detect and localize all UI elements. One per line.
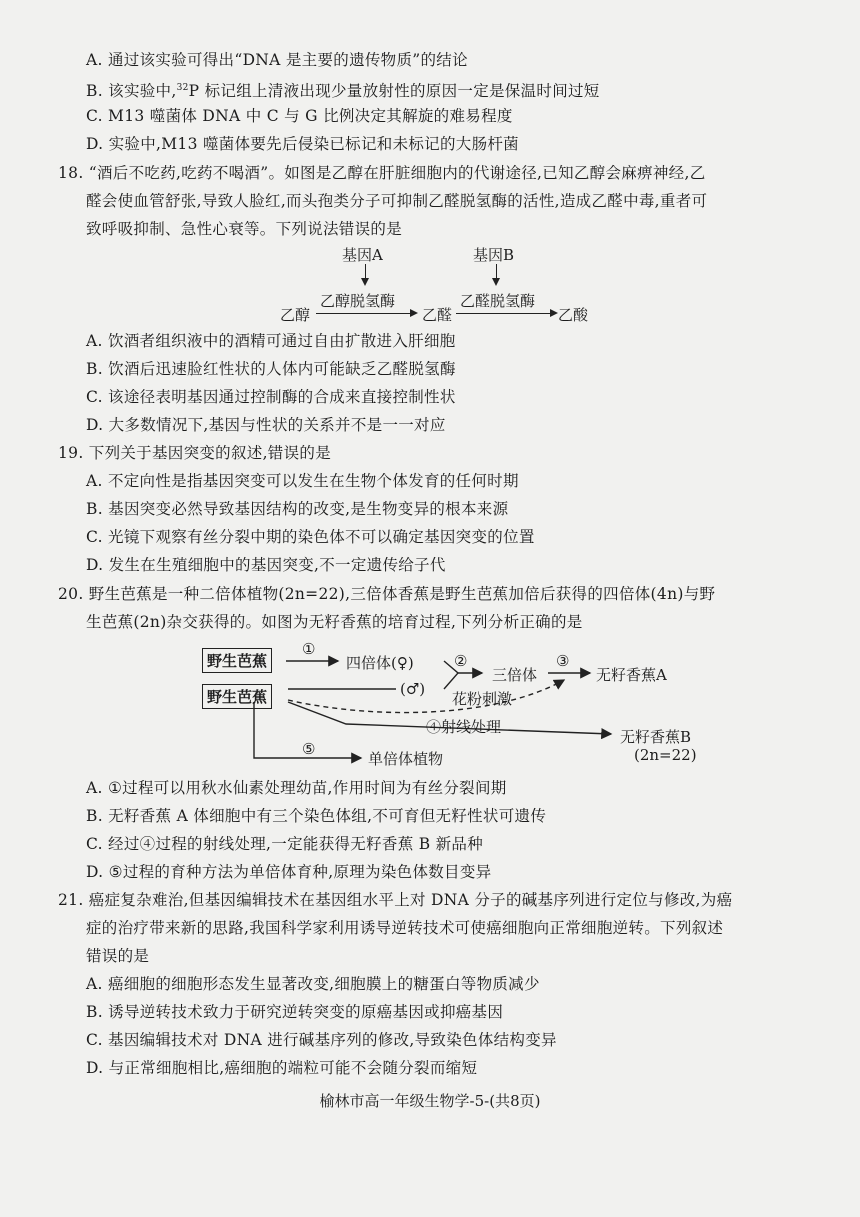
q20-option-a: A. ①过程可以用秋水仙素处理幼苗,作用时间为有丝分裂间期 [86,779,507,797]
step-3-label: ③ [556,652,570,670]
q17-option-b-post: P 标记组上清液出现少量放射性的原因一定是保温时间过短 [188,82,600,101]
step-2-label: ② [454,652,468,670]
ethanol-label: 乙醇 [280,306,311,324]
q20-option-b: B. 无籽香蕉 A 体细胞中有三个染色体组,不可育但无籽性状可遗传 [86,807,547,825]
pollen-stimulation-label: 花粉刺激 [452,690,513,708]
acetaldehyde-label: 乙醛 [422,306,453,324]
q17-option-b [86,78,600,101]
q21-stem-line-1: 21. 癌症复杂难治,但基因编辑技术在基因组水平上对 DNA 分子的碱基序列进行定位与修改,为癌 [58,891,733,909]
q18-stem-line-2: 醛会使血管舒张,导致人脸红,而头孢类分子可抑制乙醛脱氢酶的活性,造成乙醛中毒,重者可 [86,192,708,210]
seedless-banana-b-note: (2n=22) [634,746,697,764]
q21-option-c: C. 基因编辑技术对 DNA 进行碱基序列的修改,导致染色体结构变异 [86,1031,557,1049]
seedless-banana-b-label: 无籽香蕉B [620,728,692,746]
q21-option-b: B. 诱导逆转技术致力于研究逆转突变的原癌基因或抑癌基因 [86,1003,504,1021]
q17-option-b-superscript: 32 [176,83,189,93]
ethanol-arrow [316,313,416,314]
q18-option-d: D. 大多数情况下,基因与性状的关系并不是一一对应 [86,416,446,434]
q17-option-c: C. M13 噬菌体 DNA 中 C 与 G 比例决定其解旋的难易程度 [86,107,513,125]
q21-stem-line-2: 症的治疗带来新的思路,我国科学家利用诱导逆转技术可使癌细胞向正常细胞逆转。下列叙述 [86,919,724,937]
tetraploid-label: 四倍体(♀) [346,654,414,672]
enzyme-2-label: 乙醛脱氢酶 [460,292,536,310]
q20-option-d: D. ⑤过程的育种方法为单倍体育种,原理为染色体数目变异 [86,863,492,881]
gene-a-arrow [365,264,366,284]
q20-stem-line-2: 生芭蕉(2n)杂交获得的。如图为无籽香蕉的培育过程,下列分析正确的是 [86,613,583,631]
q19-stem: 19. 下列关于基因突变的叙述,错误的是 [58,444,332,462]
q18-option-c: C. 该途径表明基因通过控制酶的合成来直接控制性状 [86,388,456,406]
acetic-acid-label: 乙酸 [558,306,589,324]
step-1-label: ① [302,640,316,658]
q19-option-b: B. 基因突变必然导致基因结构的改变,是生物变异的根本来源 [86,500,509,518]
wild-banana-box-1: 野生芭蕉 [202,648,272,673]
ethanol-metabolism-diagram [280,244,600,326]
enzyme-1-label: 乙醇脱氢酶 [320,292,396,310]
triploid-label: 三倍体 [492,666,538,684]
q18-stem-line-1: 18. “酒后不吃药,吃药不喝酒”。如图是乙醇在肝脏细胞内的代谢途径,已知乙醇会麻痹神经,乙 [58,164,706,182]
acetaldehyde-arrow [456,313,556,314]
q17-option-b-pre: B. 该实验中, [86,82,177,101]
q20-stem-line-1: 20. 野生芭蕉是一种二倍体植物(2n=22),三倍体香蕉是野生芭蕉加倍后获得的四倍体(4n)与野 [58,585,716,603]
q20-option-c: C. 经过④过程的射线处理,一定能获得无籽香蕉 B 新品种 [86,835,484,853]
page-footer: 榆林市高一年级生物学-5-(共8页) [319,1092,541,1110]
q17-option-a: A. 通过该实验可得出“DNA 是主要的遗传物质”的结论 [86,51,468,69]
q19-option-d: D. 发生在生殖细胞中的基因突变,不一定遗传给子代 [86,556,446,574]
banana-breeding-diagram [196,640,716,770]
q21-stem-line-3: 错误的是 [86,947,150,965]
step-5-label: ⑤ [302,740,316,758]
q21-option-a: A. 癌细胞的细胞形态发生显著改变,细胞膜上的糖蛋白等物质减少 [86,975,540,993]
q18-stem-line-3: 致呼吸抑制、急性心衰等。下列说法错误的是 [86,220,403,238]
step-4-label: ④射线处理 [426,718,502,736]
q18-option-b: B. 饮酒后迅速脸红性状的人体内可能缺乏乙醛脱氢酶 [86,360,456,378]
gene-b-arrow [496,264,497,284]
q19-option-a: A. 不定向性是指基因突变可以发生在生物个体发育的任何时期 [86,472,519,490]
q19-option-c: C. 光镜下观察有丝分裂中期的染色体不可以确定基因突变的位置 [86,528,535,546]
q17-option-d: D. 实验中,M13 噬菌体要先后侵染已标记和未标记的大肠杆菌 [86,135,519,153]
q21-option-d: D. 与正常细胞相比,癌细胞的端粒可能不会随分裂而缩短 [86,1059,478,1077]
gene-b-label: 基因B [473,246,515,264]
male-label: (♂) [400,680,426,698]
haploid-plant-label: 单倍体植物 [368,750,444,768]
gene-a-label: 基因A [342,246,383,264]
q18-option-a: A. 饮酒者组织液中的酒精可通过自由扩散进入肝细胞 [86,332,456,350]
seedless-banana-a-label: 无籽香蕉A [596,666,667,684]
wild-banana-box-2: 野生芭蕉 [202,684,272,709]
